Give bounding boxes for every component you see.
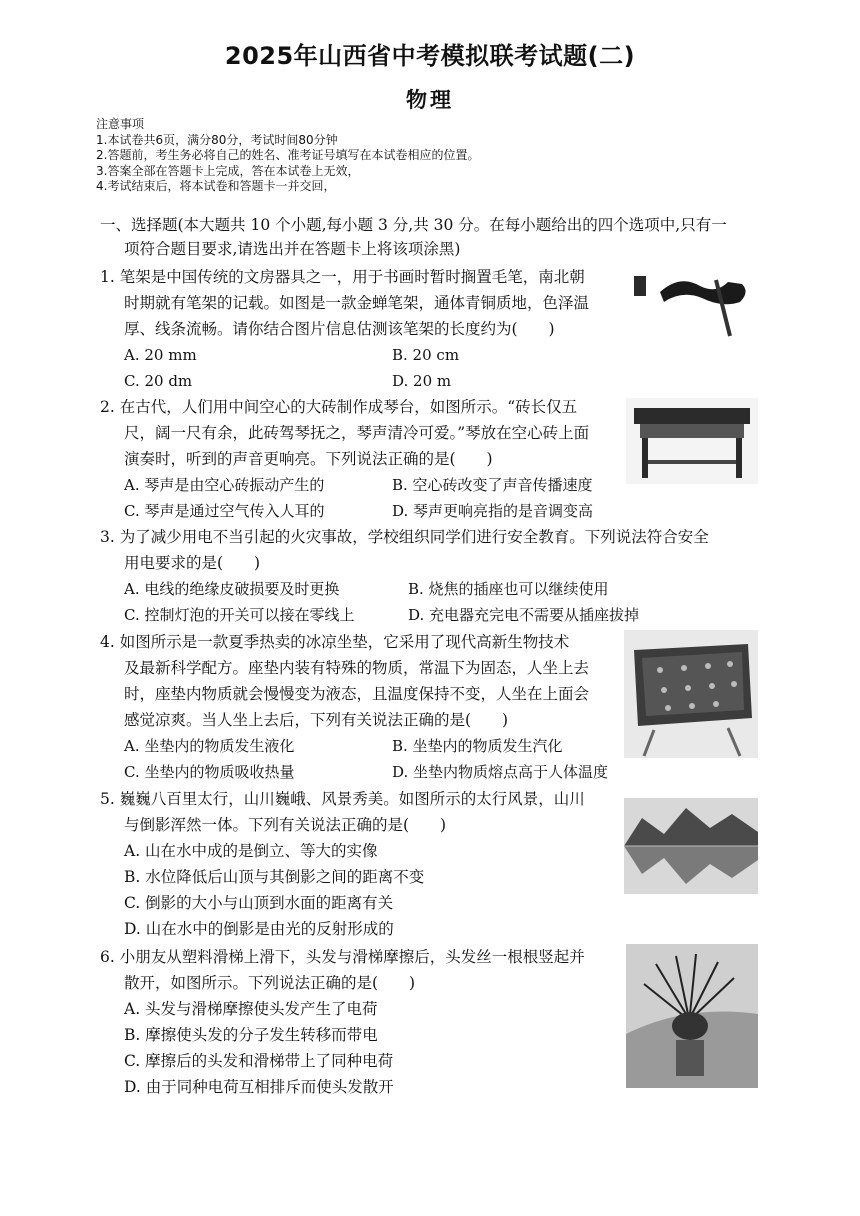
- options: [100, 342, 589, 394]
- notes-item: 4.考试结束后，将本试卷和答题卡一并交回，: [96, 179, 336, 194]
- question-line: 4. 如图所示是一款夏季热卖的冰凉坐垫，它采用了现代高新生物技术: [100, 633, 570, 651]
- option-a: A. 头发与滑梯摩擦使头发产生了电荷: [124, 1000, 378, 1018]
- question-line: 厚、线条流畅。请你结合图片信息估测该笔架的长度约为( ): [124, 320, 555, 338]
- zither-table-figure: [626, 398, 758, 484]
- question-line: 6. 小朋友从塑料滑梯上滑下，头发与滑梯摩擦后，头发丝一根根竖起并: [100, 948, 585, 966]
- question-line: 2. 在古代，人们用中间空心的大砖制作成琴台，如图所示。“砖长仅五: [100, 398, 578, 416]
- question-line: 用电要求的是( ): [124, 554, 261, 572]
- cooling-cushion-figure: [624, 630, 758, 758]
- question-line: 时期就有笔架的记载。如图是一款金蝉笔架，通体青铜质地，色泽温: [124, 294, 590, 312]
- notes-block: [96, 117, 479, 195]
- option-b: B. 20 cm: [392, 346, 460, 364]
- option-b: B. 坐垫内的物质发生汽化: [392, 737, 563, 755]
- question-2: [100, 394, 594, 524]
- option-a: A. 坐垫内的物质发生液化: [124, 737, 295, 755]
- question-line: 1. 笔架是中国传统的文房器具之一，用于书画时暂时搁置毛笔，南北朝: [100, 268, 585, 286]
- question-3: [100, 524, 709, 628]
- option-d: D. 山在水中的倒影是由光的反射形成的: [124, 920, 394, 938]
- question-line: 感觉凉爽。当人坐上去后，下列有关说法正确的是( ): [124, 711, 509, 729]
- options: [100, 576, 709, 628]
- section-heading: [100, 213, 770, 261]
- question-5: [100, 786, 585, 942]
- option-a: A. 20 mm: [124, 346, 197, 364]
- question-line: 时，座垫内物质就会慢慢变为液态，且温度保持不变，人坐在上面会: [124, 685, 590, 703]
- options: [100, 996, 585, 1100]
- pen-rack-figure: [630, 262, 760, 342]
- subject-title: 物理: [406, 88, 454, 112]
- question-1: [100, 264, 589, 394]
- slide-hair-figure: [626, 944, 758, 1088]
- question-6: [100, 944, 585, 1100]
- option-a: A. 山在水中成的是倒立、等大的实像: [124, 842, 378, 860]
- notes-item: 2.答题前，考生务必将自己的姓名、准考证号填写在本试卷相应的位置。: [96, 148, 480, 163]
- section-line-1: 一、选择题(本大题共 10 个小题,每小题 3 分,共 30 分。在每小题给出的四个选项中,只有一: [100, 216, 727, 234]
- option-c: C. 琴声是通过空气传入人耳的: [124, 502, 325, 520]
- option-c: C. 20 dm: [124, 372, 193, 390]
- notes-item: 3.答案全部在答题卡上完成，答在本试卷上无效，: [96, 163, 360, 178]
- question-line: 与倒影浑然一体。下列有关说法正确的是( ): [124, 816, 447, 834]
- question-line: 散开，如图所示。下列说法正确的是( ): [124, 974, 416, 992]
- question-line: 5. 巍巍八百里太行，山川巍峨、风景秀美。如图所示的太行风景，山川: [100, 790, 585, 808]
- question-line: 尺，阔一尺有余，此砖驾琴抚之，琴声清冷可爱。”琴放在空心砖上面: [124, 424, 590, 442]
- question-4: [100, 629, 609, 785]
- exam-title: 2025年山西省中考模拟联考试题(二): [224, 42, 636, 70]
- option-d: D. 20 m: [392, 372, 452, 390]
- options: [100, 472, 594, 524]
- option-b: B. 水位降低后山顶与其倒影之间的距离不变: [124, 868, 425, 886]
- option-c: C. 坐垫内的物质吸收热量: [124, 763, 295, 781]
- option-c: C. 摩擦后的头发和滑梯带上了同种电荷: [124, 1052, 394, 1070]
- notes-item: 1.本试卷共6页，满分80分，考试时间80分钟: [96, 132, 338, 147]
- option-d: D. 琴声更响亮指的是音调变高: [392, 502, 594, 520]
- option-c: C. 控制灯泡的开关可以接在零线上: [124, 606, 355, 624]
- section-line-2: 项符合题目要求,请选出并在答题卡上将该项涂黑): [124, 240, 461, 258]
- notes-heading: 注意事项: [96, 117, 145, 131]
- option-d: D. 由于同种电荷互相排斥而使头发散开: [124, 1078, 394, 1096]
- option-c: C. 倒影的大小与山顶到水面的距离有关: [124, 894, 394, 912]
- option-b: B. 空心砖改变了声音传播速度: [392, 476, 593, 494]
- option-d: D. 充电器充完电不需要从插座拔掉: [408, 606, 640, 624]
- question-line: 及最新科学配方。座垫内装有特殊的物质，常温下为固态，人坐上去: [124, 659, 590, 677]
- options: [100, 733, 609, 785]
- mountain-reflection-figure: [624, 798, 758, 894]
- option-d: D. 坐垫内物质熔点高于人体温度: [392, 763, 609, 781]
- options: [100, 838, 585, 942]
- question-line: 3. 为了减少用电不当引起的火灾事故，学校组织同学们进行安全教育。下列说法符合安全: [100, 528, 709, 546]
- option-b: B. 烧焦的插座也可以继续使用: [408, 580, 609, 598]
- question-line: 演奏时，听到的声音更响亮。下列说法正确的是( ): [124, 450, 493, 468]
- option-b: B. 摩擦使头发的分子发生转移而带电: [124, 1026, 378, 1044]
- option-a: A. 琴声是由空心砖振动产生的: [124, 476, 325, 494]
- option-a: A. 电线的绝缘皮破损要及时更换: [124, 580, 340, 598]
